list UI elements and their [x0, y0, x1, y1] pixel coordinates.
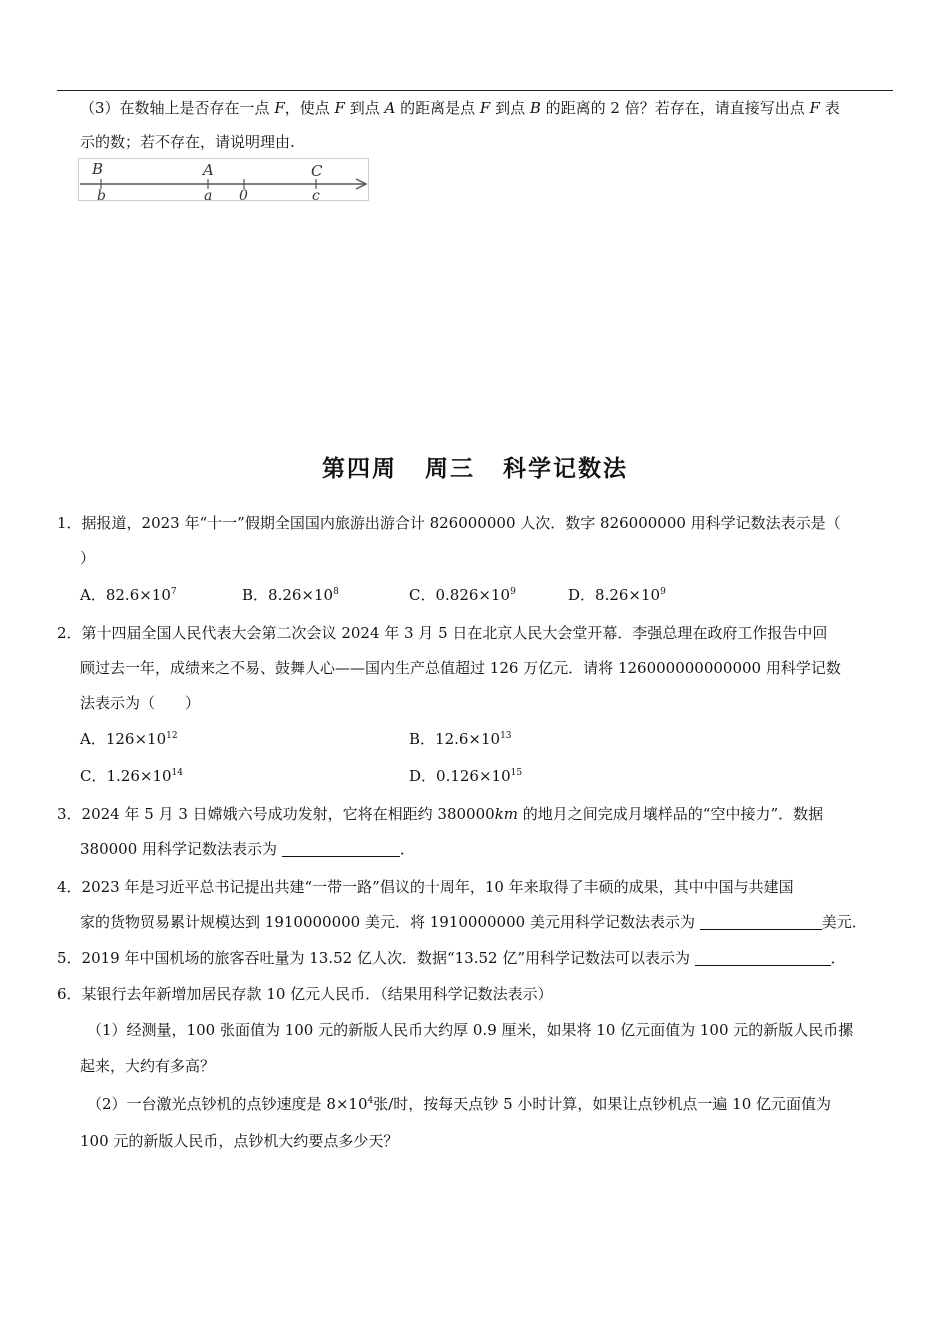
q5-line-1: 5．2019 年中国机场的旅客吞吐量为 13.52 亿人次．数据“13.52 亿”用科学记数法可以表示为 ． [57, 949, 846, 967]
q2-option-a: A．$126\times 10^{12}$ [80, 730, 178, 748]
q3-answer-blank[interactable] [282, 840, 400, 857]
part3-line-1: （3）在数轴上是否存在一点 F，使点 F 到点 A 的距离是点 F 到点 B 的距离的 2 倍？若存在，请直接写出点 F 表 [80, 99, 840, 117]
q1-option-a: A．$82.6\times 10^7$ [80, 586, 177, 604]
q2-option-d: D．$0.126\times 10^{15}$ [409, 767, 523, 785]
figure-frame [79, 159, 369, 201]
q1-line-2: ） [80, 549, 96, 567]
number-line-figure [78, 158, 370, 204]
top-rule [57, 90, 893, 91]
q2-line-2: 顾过去一年，成绩来之不易、鼓舞人心——国内生产总值超过 126 万亿元．请将 126000000000000 用科学记数 [80, 659, 841, 677]
q6-line-1: 6．某银行去年新增加居民存款 10 亿元人民币．（结果用科学记数法表示） [57, 985, 553, 1003]
q6-sub2-line-2: 100 元的新版人民币，点钞机大约要点多少天？ [80, 1132, 399, 1150]
q4-line-1: 4．2023 年是习近平总书记提出共建“一带一路”倡议的十周年，10 年来取得了丰硕的成果，其中中国与共建国 [57, 878, 794, 896]
q2-line-1: 2．第十四届全国人民代表大会第二次会议 2024 年 3 月 5 日在北京人民大会堂开幕．李强总理在政府工作报告中回 [57, 624, 828, 642]
q1-option-d: D．$8.26\times 10^9$ [568, 586, 666, 604]
q5-answer-blank[interactable] [695, 949, 831, 966]
q3-line-2: 380000 用科学记数法表示为 ． [80, 840, 415, 858]
q4-line-2: 家的货物贸易累计规模达到 1910000000 美元．将 1910000000 美元用科学记数法表示为 美元． [80, 913, 867, 931]
q2-option-b: B．$12.6\times 10^{13}$ [409, 730, 512, 748]
q2-option-c: C．$1.26\times 10^{14}$ [80, 767, 183, 785]
q6-sub2-line-1: （2）一台激光点钞机的点钞速度是 $8\times 10^4$张/时，按每天点钞 5 小时计算，如果让点钞机点一遍 10 亿元面值为 [87, 1095, 832, 1113]
part3-line-2: 示的数；若不存在，请说明理由. [80, 133, 295, 151]
q1-option-b: B．$8.26\times 10^8$ [242, 586, 339, 604]
q3-line-1: 3．2024 年 5 月 3 日嫦娥六号成功发射，它将在相距约 380000km 的地月之间完成月壤样品的“空中接力”．数据 [57, 805, 824, 823]
q2-line-3: 法表示为（ ） [80, 694, 201, 712]
label-a: a [204, 188, 213, 204]
label-zero: 0 [239, 188, 248, 204]
label-c: c [312, 188, 320, 204]
q4-answer-blank[interactable] [700, 913, 822, 930]
q1-option-c: C．$0.826\times 10^9$ [409, 586, 516, 604]
label-C: C [311, 162, 323, 180]
q1-line-1: 1．据报道，2023 年“十一”假期全国国内旅游出游合计 826000000 人次．数字 826000000 用科学记数法表示是（ [57, 514, 841, 532]
q6-sub1-line-1: （1）经测量，100 张面值为 100 元的新版人民币大约厚 0.9 厘米，如果将 10 亿元面值为 100 元的新版人民币摞 [87, 1021, 854, 1039]
label-B: B [92, 160, 104, 178]
label-A: A [203, 161, 214, 179]
q6-sub1-line-2: 起来，大约有多高？ [80, 1057, 216, 1075]
label-b: b [97, 188, 106, 204]
section-title: 第四周 周三 科学记数法 [322, 456, 628, 482]
